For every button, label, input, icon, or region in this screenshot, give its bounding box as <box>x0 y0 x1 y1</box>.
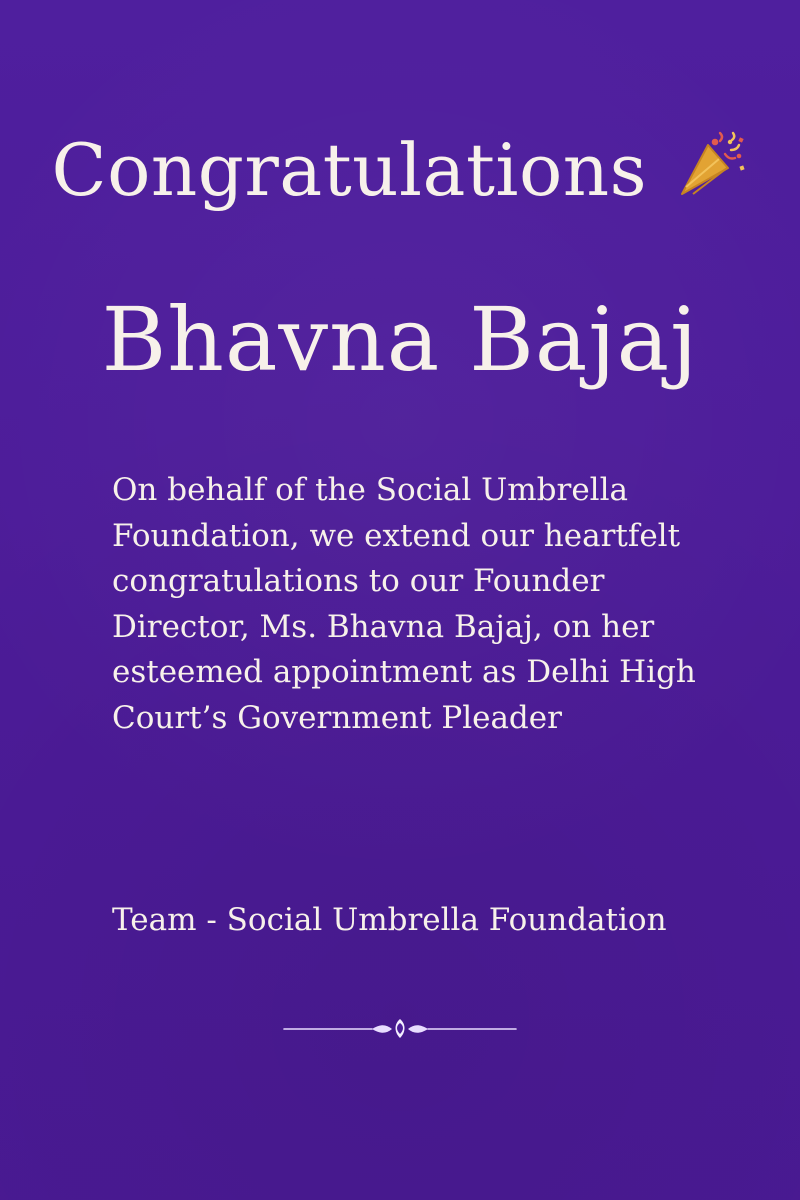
honoree-name: Bhavna Bajaj <box>101 288 699 391</box>
congratulation-message: On behalf of the Social Umbrella Foundation, we extend our heartfelt congratulations to our Founder Director, Ms. Bhavna Bajaj, on her esteemed appointment as Delhi High Court’s Government Pleader <box>112 472 696 736</box>
ornamental-divider-icon <box>280 1014 520 1044</box>
signature-line: Team - Social Umbrella Foundation <box>112 902 667 938</box>
headline-title: Congratulations <box>51 128 648 212</box>
headline <box>0 128 800 212</box>
party-popper-icon <box>673 126 749 202</box>
